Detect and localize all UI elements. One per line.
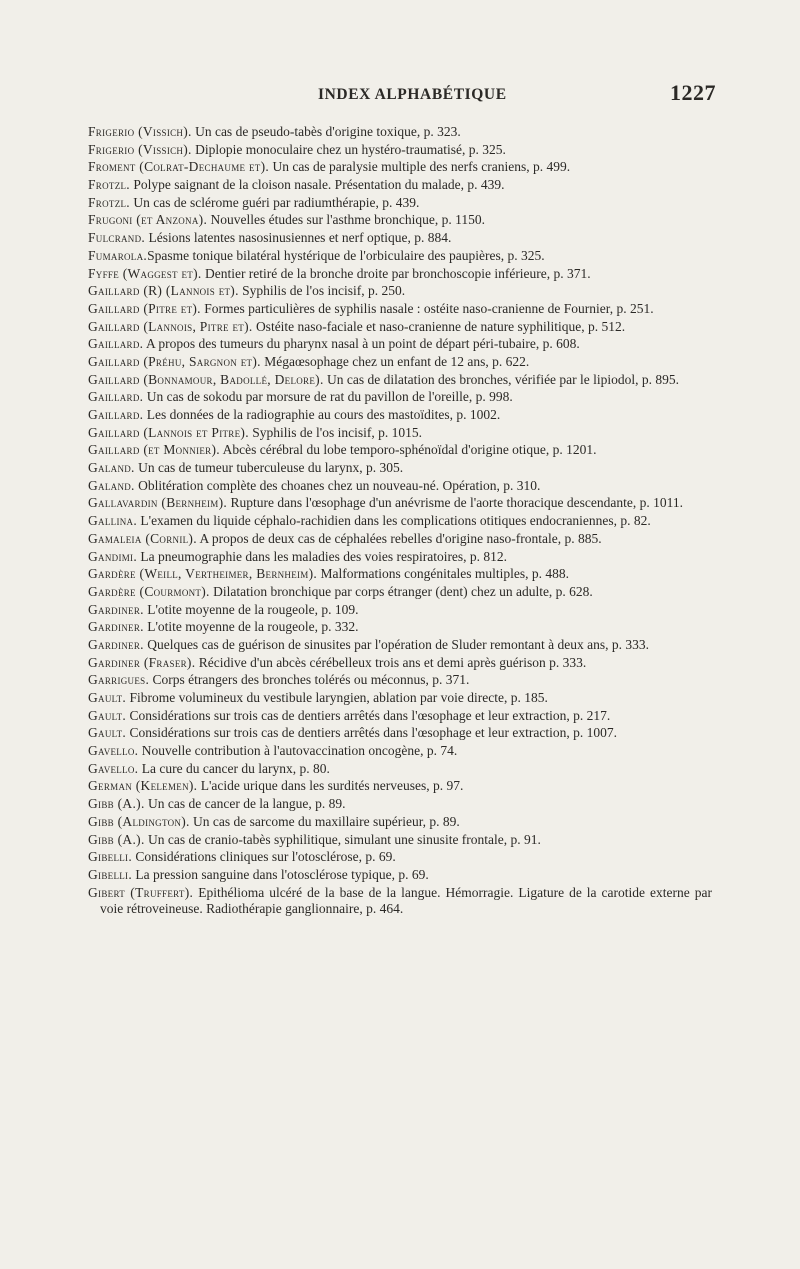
entry-author: Gibb (A.). bbox=[88, 831, 145, 847]
entry-description: Ostéite naso-faciale et naso-cranienne de nature syphilitique, p. 512. bbox=[252, 318, 626, 334]
index-entry bbox=[88, 885, 712, 918]
entry-description: Considérations sur trois cas de dentiers arrêtés dans l'œsophage et leur extraction, p. 1007. bbox=[126, 725, 618, 741]
index-entry bbox=[88, 230, 712, 247]
entry-author: Gardiner. bbox=[88, 636, 144, 652]
entry-description: Dilatation bronchique par corps étranger (dent) chez un adulte, p. 628. bbox=[209, 583, 593, 599]
entry-description: Diplopie monoculaire chez un hystéro-traumatisé, p. 325. bbox=[191, 141, 506, 157]
index-entry bbox=[88, 460, 712, 477]
entry-description: Malformations congénitales multiples, p. 488. bbox=[317, 566, 570, 582]
index-entry bbox=[88, 319, 712, 336]
entry-description: Considérations sur trois cas de dentiers arrêtés dans l'œsophage et leur extraction, p. 217. bbox=[126, 707, 611, 723]
entry-author: Gaillard. bbox=[88, 336, 144, 352]
index-entry bbox=[88, 478, 712, 495]
entry-author: Gault. bbox=[88, 690, 127, 705]
entry-author: Gibb (A.). bbox=[88, 796, 145, 812]
index-entry bbox=[88, 283, 712, 300]
index-entry bbox=[88, 849, 712, 866]
entry-author: Gaillard. bbox=[88, 407, 144, 422]
entry-author: Fulcrand. bbox=[88, 230, 146, 246]
entry-description: Epithélioma ulcéré de la base de la langue. Hémorragie. Ligature de la carotide externe par voie rétroveineuse. Radiothérapie ganglionnaire, p. 464. bbox=[100, 884, 712, 917]
entry-description: Oblitération complète des choanes chez un nouveau-né. Opération, p. 310. bbox=[134, 477, 541, 493]
entry-description: La pression sanguine dans l'otosclérose typique, p. 69. bbox=[132, 866, 429, 882]
index-entry bbox=[88, 549, 712, 566]
index-entry bbox=[88, 389, 712, 406]
entry-author: Gaillard (Préhu, Sargnon et). bbox=[88, 353, 261, 369]
entry-author: Gardiner. bbox=[88, 601, 144, 617]
entry-author: Gallina. bbox=[88, 513, 138, 529]
index-entry bbox=[88, 442, 712, 459]
entry-description: Quelques cas de guérison de sinusites par l'opération de Sluder remontant à deux ans, p. 333. bbox=[143, 636, 650, 652]
index-entry bbox=[88, 796, 712, 813]
entry-author: Frotzl. bbox=[88, 177, 130, 193]
index-entry bbox=[88, 832, 712, 849]
entry-description: Un cas de tumeur tuberculeuse du larynx, p. 305. bbox=[134, 460, 404, 476]
entry-author: Gibert (Truffert). bbox=[88, 884, 194, 900]
entry-description: Nouvelle contribution à l'autovaccination oncogène, p. 74. bbox=[138, 743, 458, 759]
entry-author: Gibelli. bbox=[88, 866, 133, 882]
index-entry bbox=[88, 637, 712, 654]
entry-description: Dentier retiré de la bronche droite par bronchoscopie inférieure, p. 371. bbox=[201, 265, 591, 281]
entry-author: Frotzl. bbox=[88, 194, 130, 210]
entry-author: Galand. bbox=[88, 477, 135, 493]
index-entry bbox=[88, 584, 712, 601]
index-entry bbox=[88, 602, 712, 619]
index-entry bbox=[88, 177, 712, 194]
entry-description: Rupture dans l'œsophage d'un anévrisme de l'aorte thoracique descendante, p. 1011. bbox=[227, 495, 683, 511]
entry-description: Un cas de dilatation des bronches, vérifiée par le lipiodol, p. 895. bbox=[323, 371, 680, 387]
entry-description: Spasme tonique bilatéral hystérique de l'orbiculaire des paupières, p. 325. bbox=[147, 247, 545, 263]
index-entry bbox=[88, 425, 712, 442]
entry-author: Gaillard (et Monnier). bbox=[88, 442, 220, 458]
index-entry bbox=[88, 407, 712, 424]
entry-author: Gallavardin (Bernheim). bbox=[88, 495, 228, 511]
index-entry bbox=[88, 761, 712, 778]
entry-author: Fumarola. bbox=[88, 247, 148, 263]
entry-description: Fibrome volumineux du vestibule laryngien, ablation par voie directe, p. 185. bbox=[126, 690, 548, 705]
entry-author: Gaillard (Lannois, Pitre et). bbox=[88, 318, 253, 334]
index-entry bbox=[88, 212, 712, 229]
entry-author: Gavello. bbox=[88, 743, 139, 759]
entry-description: Corps étrangers des bronches tolérés ou méconnus, p. 371. bbox=[149, 672, 470, 688]
entry-author: Frigerio (Vissich). bbox=[88, 141, 192, 157]
entry-author: Gavello. bbox=[88, 760, 139, 776]
entry-author: Gaillard (Bonnamour, Badollé, Delore). bbox=[88, 371, 324, 387]
entry-description: Un cas de paralysie multiple des nerfs craniens, p. 499. bbox=[269, 159, 571, 175]
entry-description: Considérations cliniques sur l'otosclérose, p. 69. bbox=[132, 849, 396, 865]
entry-author: Frugoni (et Anzona). bbox=[88, 212, 208, 228]
entry-description: Un cas de cancer de la langue, p. 89. bbox=[144, 796, 346, 812]
index-entry bbox=[88, 619, 712, 636]
index-entry bbox=[88, 354, 712, 371]
entry-description: Polype saignant de la cloison nasale. Présentation du malade, p. 439. bbox=[129, 177, 505, 193]
entry-description: Récidive d'un abcès cérébelleux trois ans et demi après guérison p. 333. bbox=[195, 654, 587, 670]
entry-author: German (Kelemen). bbox=[88, 778, 198, 794]
page-number: 1227 bbox=[670, 80, 716, 105]
entry-description: A propos des tumeurs du pharynx nasal à un point de départ péri-tubaire, p. 608. bbox=[143, 336, 580, 352]
entry-author: Gardiner (Fraser). bbox=[88, 654, 196, 670]
entry-description: L'otite moyenne de la rougeole, p. 332. bbox=[143, 619, 359, 635]
entry-author: Gamaleia (Cornil). bbox=[88, 530, 197, 546]
entry-description: Un cas de sarcome du maxillaire supérieur, p. 89. bbox=[189, 813, 460, 829]
index-entry bbox=[88, 531, 712, 548]
entry-description: La pneumographie dans les maladies des voies respiratoires, p. 812. bbox=[137, 548, 508, 564]
entry-description: Un cas de pseudo-tabès d'origine toxique, p. 323. bbox=[191, 124, 461, 139]
index-entry bbox=[88, 159, 712, 176]
entry-author: Gibb (Aldington). bbox=[88, 813, 190, 829]
entry-description: Mégaœsophage chez un enfant de 12 ans, p. 622. bbox=[260, 353, 530, 369]
index-entry bbox=[88, 372, 712, 389]
entry-author: Gardère (Weill, Vertheimer, Bernheim). bbox=[88, 566, 318, 582]
entry-description: Abcès cérébral du lobe temporo-sphénoïdal d'origine otique, p. 1201. bbox=[219, 442, 597, 458]
index-entry bbox=[88, 513, 712, 530]
index-entry bbox=[88, 725, 712, 742]
index-entry bbox=[88, 867, 712, 884]
index-entry bbox=[88, 814, 712, 831]
index-entry bbox=[88, 266, 712, 283]
entry-author: Gardère (Courmont). bbox=[88, 583, 210, 599]
entry-author: Garrigues. bbox=[88, 672, 150, 688]
entry-author: Gaillard (Pitre et). bbox=[88, 300, 201, 316]
entry-description: Un cas de cranio-tabès syphilitique, simulant une sinusite frontale, p. 91. bbox=[144, 831, 541, 847]
index-entry bbox=[88, 195, 712, 212]
index-entry bbox=[88, 743, 712, 760]
entry-description: Lésions latentes nasosinusiennes et nerf optique, p. 884. bbox=[145, 230, 452, 246]
entry-description: Syphilis de l'os incisif, p. 250. bbox=[238, 283, 406, 299]
index-entry bbox=[88, 566, 712, 583]
entry-author: Gaillard (R) (Lannois et). bbox=[88, 283, 239, 299]
entry-author: Gibelli. bbox=[88, 849, 133, 865]
entry-author: Frigerio (Vissich). bbox=[88, 124, 192, 139]
entry-author: Fyffe (Waggest et). bbox=[88, 265, 202, 281]
index-entry bbox=[88, 142, 712, 159]
entry-author: Gardiner. bbox=[88, 619, 144, 635]
index-entry bbox=[88, 672, 712, 689]
index-entry bbox=[88, 301, 712, 318]
entry-description: Un cas de sclérome guéri par radiumthérapie, p. 439. bbox=[129, 194, 420, 210]
entry-description: Les données de la radiographie au cours des mastoïdites, p. 1002. bbox=[143, 407, 501, 422]
entry-description: Syphilis de l'os incisif, p. 1015. bbox=[248, 424, 422, 440]
index-entry bbox=[88, 248, 712, 265]
entry-author: Gault. bbox=[88, 725, 127, 741]
header-title: INDEX ALPHABÉTIQUE bbox=[318, 86, 507, 103]
entry-author: Gaillard (Lannois et Pitre). bbox=[88, 424, 249, 440]
entry-description: Un cas de sokodu par morsure de rat du pavillon de l'oreille, p. 998. bbox=[143, 389, 513, 405]
entry-author: Gault. bbox=[88, 707, 127, 723]
entry-description: L'acide urique dans les surdités nerveuses, p. 97. bbox=[197, 778, 464, 794]
running-header bbox=[0, 80, 800, 110]
index-entry bbox=[88, 336, 712, 353]
entry-author: Galand. bbox=[88, 460, 135, 476]
index-entry bbox=[88, 124, 712, 141]
index-entry bbox=[88, 778, 712, 795]
index-entries bbox=[88, 124, 712, 919]
entry-author: Froment (Colrat-Dechaume et). bbox=[88, 159, 270, 175]
entry-author: Gandimi. bbox=[88, 548, 138, 564]
index-entry bbox=[88, 690, 712, 707]
index-entry bbox=[88, 708, 712, 725]
entry-description: Nouvelles études sur l'asthme bronchique, p. 1150. bbox=[207, 212, 486, 228]
entry-author: Gaillard. bbox=[88, 389, 144, 405]
entry-description: La cure du cancer du larynx, p. 80. bbox=[138, 760, 330, 776]
entry-description: L'examen du liquide céphalo-rachidien dans les complications otitiques endocraniennes, p. 82. bbox=[137, 513, 651, 529]
entry-description: A propos de deux cas de céphalées rebelles d'origine naso-frontale, p. 885. bbox=[196, 530, 602, 546]
index-entry bbox=[88, 495, 712, 512]
entry-description: L'otite moyenne de la rougeole, p. 109. bbox=[143, 601, 359, 617]
entry-description: Formes particulières de syphilis nasale : ostéite naso-cranienne de Fournier, p. 251. bbox=[200, 300, 654, 316]
index-entry bbox=[88, 655, 712, 672]
